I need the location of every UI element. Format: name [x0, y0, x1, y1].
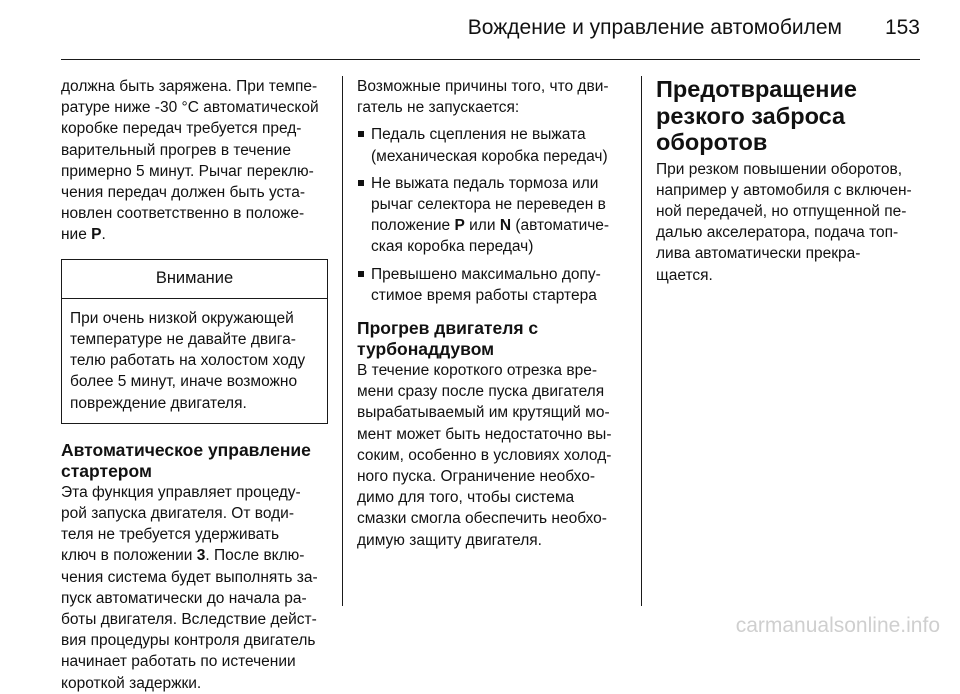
text-line: При резком повышении оборотов,	[656, 160, 903, 178]
text-line	[371, 215, 627, 236]
warning-body	[62, 299, 327, 423]
position-n-label: N	[499, 217, 512, 235]
text-line: стимое время работы стартера	[371, 286, 597, 304]
text-line: теля не требуется удерживать	[61, 526, 280, 544]
position-p-label: P	[91, 226, 102, 244]
heading-line: резкого заброса	[656, 102, 846, 129]
text-line: мент может быть недостаточно вы-	[357, 425, 612, 443]
text-line: новлен соответственно в положе-	[61, 205, 305, 223]
text-line: короткой задержки.	[61, 674, 202, 692]
text-run: положение	[371, 217, 455, 235]
text-line: повреждение двигателя.	[70, 394, 247, 412]
header-divider	[61, 59, 920, 60]
list-item	[357, 173, 627, 258]
text-line: (механическая коробка передач)	[371, 147, 608, 165]
text-line: соким, особенно в условиях холод-	[357, 446, 612, 464]
text-line: лива автоматически прекра-	[656, 245, 861, 263]
column-divider-1	[342, 76, 343, 606]
text-line: боты двигателя. Вследствие дейст-	[61, 611, 317, 629]
text-line: рой запуска двигателя. От води-	[61, 505, 294, 523]
text-line: ной передачей, но отпущенной пе-	[656, 202, 907, 220]
text-line: ская коробка передач)	[371, 238, 534, 256]
text-line: температуре не давайте двига-	[70, 331, 296, 349]
text-line: Эта функция управляет процеду-	[61, 483, 301, 501]
text-line: щается.	[656, 266, 713, 284]
text-line: ного пуска. Ограничение необхо-	[357, 468, 596, 486]
warning-title: Внимание	[62, 260, 327, 299]
text-line: более 5 минут, иначе возможно	[70, 373, 298, 391]
heading-line: турбонаддувом	[357, 339, 495, 360]
section-heading-overrev-prevention	[656, 76, 928, 156]
text-line: гатель не запускается:	[357, 99, 520, 117]
column-1	[61, 76, 328, 694]
text-line: должна быть заряжена. При темпе-	[61, 78, 318, 95]
section-body-overrev-prevention	[656, 159, 928, 286]
watermark: carmanualsonline.info	[735, 614, 940, 637]
text-line: При очень низкой окружающей	[70, 309, 294, 327]
section-body-turbo-warmup	[357, 360, 627, 551]
text-run: ключ в положении	[61, 547, 197, 565]
text-line: вия процедуры контроля двигатель	[61, 632, 316, 650]
column-3	[656, 76, 928, 286]
warning-box	[61, 259, 328, 424]
text-line: Превышено максимально допу-	[371, 265, 601, 283]
text-line: смазки смогла обеспечить необхо-	[357, 510, 607, 528]
text-line: далью акселератора, подача топ-	[656, 224, 899, 242]
heading-line: Автоматическое управление	[61, 439, 311, 460]
section-heading-auto-starter	[61, 440, 328, 482]
text-line	[61, 545, 328, 566]
list-item	[357, 264, 627, 306]
section-heading-turbo-warmup	[357, 318, 627, 360]
text-line: Не выжата педаль тормоза или	[371, 174, 599, 192]
text-line	[61, 224, 328, 245]
text-run: или	[464, 217, 500, 235]
text-line: телю работать на холостом ходу	[70, 352, 306, 370]
column-divider-2	[641, 76, 642, 606]
text-line: димо для того, чтобы система	[357, 489, 575, 507]
text-line: Педаль сцепления не выжата	[371, 126, 586, 144]
position-p-label: P	[454, 217, 465, 235]
section-body-auto-starter	[61, 482, 328, 694]
text-line: пуск автоматически до начала ра-	[61, 589, 307, 607]
text-line: В течение короткого отрезка вре-	[357, 362, 597, 380]
text-line: вырабатываемый им крутящий мо-	[357, 404, 610, 422]
text-line: чения система будет выполнять за-	[61, 568, 318, 586]
text-line: Возможные причины того, что дви-	[357, 78, 609, 95]
text-line: начинает работать по истечении	[61, 653, 296, 671]
causes-list	[357, 124, 627, 306]
heading-line: Прогрев двигателя с	[357, 318, 539, 339]
text-line: ратуре ниже -30 °C автоматической	[61, 99, 319, 117]
text-line: коробке передач требуется пред-	[61, 120, 302, 138]
text-line: например у автомобиля с включен-	[656, 181, 912, 199]
text-run: . После вклю-	[205, 547, 305, 565]
text-line: мени сразу после пуска двигателя	[357, 383, 605, 401]
text-run: ние	[61, 226, 92, 244]
text-run: .	[101, 226, 106, 244]
text-line: варительный прогрев в течение	[61, 141, 291, 159]
text-run: (автоматиче-	[511, 217, 610, 235]
heading-line: стартером	[61, 460, 152, 481]
column-2	[357, 76, 627, 551]
heading-line: Предотвращение	[656, 76, 857, 102]
text-line: рычаг селектора не переведен в	[371, 196, 606, 214]
text-line: примерно 5 минут. Рычаг переклю-	[61, 162, 314, 180]
list-item	[357, 124, 627, 166]
text-line: чения передач должен быть уста-	[61, 184, 305, 202]
heading-line: оборотов	[656, 129, 768, 155]
page-title: Вождение и управление автомобилем	[467, 16, 842, 39]
page-number: 153	[884, 16, 920, 39]
continued-paragraph	[61, 76, 328, 246]
key-position-label: 3	[196, 547, 206, 565]
intro-paragraph	[357, 76, 627, 118]
text-line: димую защиту двигателя.	[357, 531, 542, 549]
